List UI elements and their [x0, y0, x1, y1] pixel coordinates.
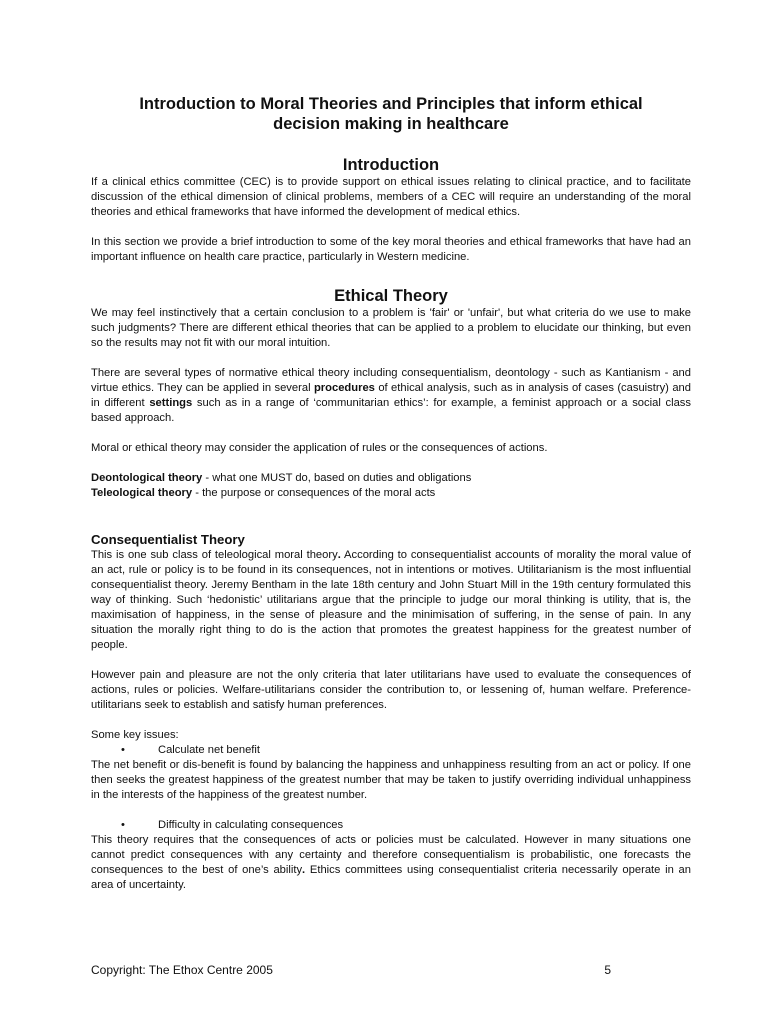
key-issues-label: Some key issues:	[91, 729, 179, 741]
bullet-icon: •	[121, 819, 125, 831]
bullet-icon: •	[121, 744, 125, 756]
document-title	[91, 94, 691, 134]
teleological-term: Teleological theory	[91, 487, 193, 499]
teleological-definition: Teleological theory - the purpose or consequences of the moral acts	[91, 487, 436, 499]
heading-consequentialist-theory: Consequentialist Theory	[91, 532, 245, 547]
procedures-term: procedures	[313, 382, 375, 394]
heading-ethical-theory: Ethical Theory	[334, 287, 448, 305]
consequentialist-paragraph-4: This theory requires that the consequences of acts or policies must be calculated. However in many situations one cannot predict consequences with any certainty and therefore consequentialism is probabilistic, one forecasts the consequences to the best of one’s ability. Ethics committees using consequentialist criteria necessarily operate in an area of uncertainty.	[91, 834, 691, 891]
intro-paragraph-2: In this section we provide a brief introduction to some of the key moral theories and ethical frameworks that have had an important influence on health care practice, particularly in Western medicine.	[91, 236, 691, 263]
bullet-item-net-benefit: • Calculate net benefit	[121, 744, 260, 756]
consequentialist-paragraph-2: However pain and pleasure are not the only criteria that later utilitarians have used to evaluate the consequences of actions, rules or policies. Welfare-utilitarians consider the contribution to, or lessening of, human welfare. Preference-utilitarians seek to establish and satisfy human preferences.	[91, 669, 691, 711]
title-line-1: Introduction to Moral Theories and Principles that inform ethical	[139, 95, 643, 113]
heading-introduction: Introduction	[342, 156, 440, 174]
settings-term: settings	[149, 397, 193, 409]
copyright-text: Copyright: The Ethox Centre 2005	[91, 963, 273, 977]
title-line-2: decision making in healthcare	[273, 115, 509, 133]
deontological-term: Deontological theory	[91, 472, 203, 484]
ethical-theory-paragraph-3: Moral or ethical theory may consider the application of rules or the consequences of actions.	[91, 442, 548, 454]
ethical-theory-paragraph-2: There are several types of normative ethical theory including consequentialism, deontology - such as Kantianism - and virtue ethics. They can be applied in several procedures of ethical analysis, such as in analysis of cases (casuistry) and in different settings such as in a range of ‘communitarian ethics’: for example, a feminist approach or a social class based approach.	[91, 367, 691, 424]
deontological-definition: Deontological theory - what one MUST do, based on duties and obligations	[91, 472, 472, 484]
page-footer	[91, 963, 611, 977]
consequentialist-paragraph-3: The net benefit or dis-benefit is found by balancing the happiness and unhappiness resulting from an act or policy. If one then seeks the greatest happiness of the greatest number that may be taken to justify overriding individual unhappiness in the interests of the happiness of the greatest number.	[91, 759, 691, 801]
page-number: 5	[604, 963, 611, 977]
consequentialist-paragraph-1: This is one sub class of teleological moral theory. According to consequentialist accounts of morality the moral value of an act, rule or policy is to be found in its consequences, not in intentions or motives. Utilitarianism is the most influential consequentialist theory. Jeremy Bentham in the late 18th century and John Stuart Mill in the 19th century formulated this way of thinking. Such ‘hedonistic’ utilitarians argue that the principle to judge our moral thinking is utility, that is, the maximisation of happiness, in the sense of pleasure and the minimisation of suffering, in the sense of pain. In any situation the morally right thing to do is the action that promotes the greatest happiness for the greatest number of people.	[91, 549, 691, 651]
document-page	[91, 94, 691, 893]
intro-paragraph-1: If a clinical ethics committee (CEC) is to provide support on ethical issues relating to clinical practice, and to facilitate discussion of the ethical dimension of clinical problems, members of a CEC will require an understanding of the moral theories and ethical frameworks that have informed the development of medical ethics.	[91, 176, 691, 218]
ethical-theory-paragraph-1: We may feel instinctively that a certain conclusion to a problem is 'fair' or 'unfair', but what criteria do we use to make such judgments? There are different ethical theories that can be applied to a problem to elucidate our thinking, but even so the results may not fit with our moral intuition.	[91, 307, 691, 349]
bullet-item-difficulty: • Difficulty in calculating consequences	[121, 819, 344, 831]
